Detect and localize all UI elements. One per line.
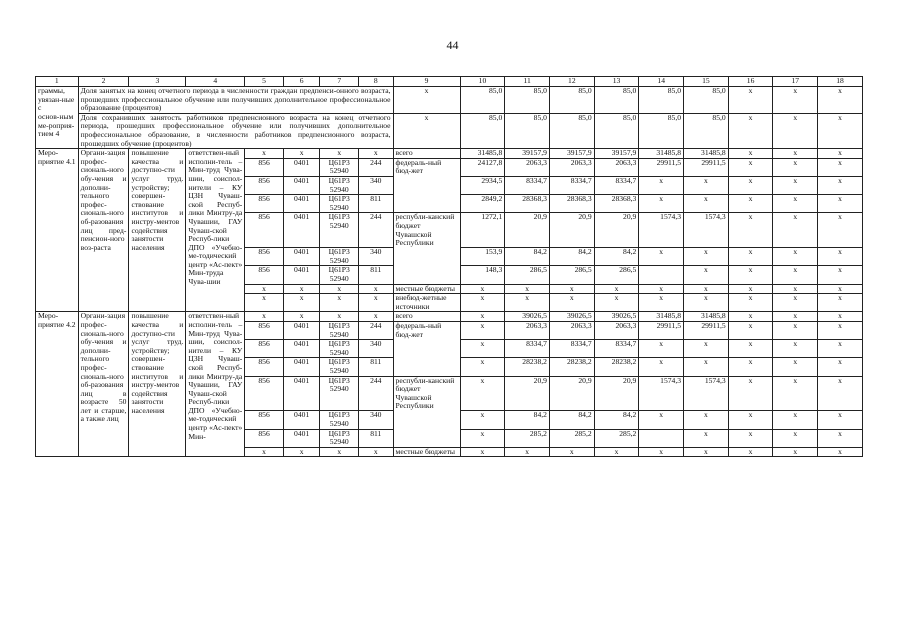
value-cell: 148,3 bbox=[460, 266, 505, 284]
code-cell: 856 bbox=[245, 195, 284, 213]
code-cell: 856 bbox=[245, 158, 284, 176]
measure-executor: ответствен-ный исполни-тель – Мин-труд Чува-шии, соиспол-нители – КУ ЦЗН Чуваш-ской Респуб-лики Минтру-да Чувашии, ГАУ Чуваш-ской Респуб-лики ДПО «Учебно-ме-тодический центр «Ас-пект» Мин-труда Чува-шии bbox=[186, 149, 245, 312]
value-cell: x bbox=[818, 294, 863, 312]
value-cell: x bbox=[684, 294, 729, 312]
value-cell: x bbox=[773, 176, 818, 194]
code-cell: 856 bbox=[245, 411, 284, 429]
code-cell: x bbox=[245, 284, 284, 294]
value-cell: 29911,5 bbox=[684, 321, 729, 339]
value-cell: x bbox=[639, 340, 684, 358]
code-cell: x bbox=[320, 149, 359, 159]
code-cell: x bbox=[283, 294, 320, 312]
code-cell: 0401 bbox=[283, 158, 320, 176]
funding-source: местные бюджеты bbox=[393, 447, 460, 457]
value-cell: x bbox=[684, 176, 729, 194]
value-cell: x bbox=[684, 266, 729, 284]
code-cell: 0401 bbox=[283, 195, 320, 213]
code-cell: 856 bbox=[245, 266, 284, 284]
value-cell: x bbox=[594, 447, 639, 457]
value-cell: x bbox=[460, 411, 505, 429]
value-cell: x bbox=[728, 158, 773, 176]
value-cell: 85,0 bbox=[639, 113, 684, 148]
value-cell: x bbox=[728, 248, 773, 266]
header-cell: 10 bbox=[460, 77, 505, 87]
value-cell: 285,2 bbox=[549, 429, 594, 447]
value-cell: 8334,7 bbox=[549, 340, 594, 358]
value-cell: 31485,8 bbox=[639, 149, 684, 159]
code-cell: 244 bbox=[359, 158, 394, 176]
value-cell: 31485,8 bbox=[460, 149, 505, 159]
value-cell: x bbox=[684, 447, 729, 457]
header-cell: 1 bbox=[36, 77, 79, 87]
value-cell: x bbox=[728, 266, 773, 284]
value-cell: x bbox=[639, 447, 684, 457]
value-cell: x bbox=[818, 195, 863, 213]
code-cell: Ц61Р3 52940 bbox=[320, 321, 359, 339]
value-cell: x bbox=[773, 376, 818, 411]
value-cell: x bbox=[728, 284, 773, 294]
value-cell: x bbox=[728, 294, 773, 312]
code-cell: x bbox=[320, 284, 359, 294]
code-cell: 0401 bbox=[283, 266, 320, 284]
value-cell: x bbox=[818, 113, 863, 148]
program-link-cell: граммы, увязан-ные с bbox=[36, 87, 79, 114]
code-cell: x bbox=[359, 312, 394, 322]
value-cell: 2934,5 bbox=[460, 176, 505, 194]
measure-description: Органи-зация профес-сиональ-ного обу-чения и дополни-тельного профес-сиональ-ного об-разования лиц в возрасте 50 лет и старше, а также лиц bbox=[78, 312, 129, 457]
value-cell: x bbox=[818, 321, 863, 339]
value-cell: x bbox=[460, 447, 505, 457]
value-cell: 39026,5 bbox=[549, 312, 594, 322]
value-cell: x bbox=[505, 284, 550, 294]
value-cell: x bbox=[460, 358, 505, 376]
value-cell: 39157,9 bbox=[594, 149, 639, 159]
code-cell: 856 bbox=[245, 248, 284, 266]
code-cell: x bbox=[245, 294, 284, 312]
value-cell: 84,2 bbox=[594, 248, 639, 266]
value-cell: x bbox=[639, 248, 684, 266]
value-cell: x bbox=[728, 195, 773, 213]
funding-source: всего bbox=[393, 312, 460, 322]
value-cell: 1272,1 bbox=[460, 213, 505, 248]
header-cell: 8 bbox=[359, 77, 394, 87]
value-cell: 28238,2 bbox=[505, 358, 550, 376]
code-cell: Ц61Р3 52940 bbox=[320, 340, 359, 358]
value-cell: x bbox=[594, 294, 639, 312]
value-cell: x bbox=[773, 158, 818, 176]
code-cell: 856 bbox=[245, 376, 284, 411]
code-cell: x bbox=[359, 284, 394, 294]
code-cell: 811 bbox=[359, 195, 394, 213]
value-cell: x bbox=[684, 429, 729, 447]
value-cell: 84,2 bbox=[549, 248, 594, 266]
value-cell: 85,0 bbox=[505, 113, 550, 148]
value-cell: x bbox=[818, 87, 863, 114]
value-cell: 85,0 bbox=[549, 87, 594, 114]
value-cell: 85,0 bbox=[460, 113, 505, 148]
code-cell: 0401 bbox=[283, 248, 320, 266]
value-cell: x bbox=[818, 213, 863, 248]
value-cell: 28238,2 bbox=[549, 358, 594, 376]
value-cell: x bbox=[684, 284, 729, 294]
code-cell: x bbox=[320, 294, 359, 312]
source-cell: x bbox=[393, 113, 460, 148]
header-cell: 3 bbox=[129, 77, 186, 87]
value-cell: x bbox=[773, 284, 818, 294]
value-cell: x bbox=[728, 321, 773, 339]
measure-goal: повышение качества и доступно-сти услуг труд. устройству; совершен-ствование институтов и инстру-ментов содействия занятости населения bbox=[129, 312, 186, 457]
header-cell: 16 bbox=[728, 77, 773, 87]
value-cell: 28368,3 bbox=[549, 195, 594, 213]
value-cell: 85,0 bbox=[460, 87, 505, 114]
funding-source bbox=[393, 195, 460, 213]
value-cell: x bbox=[728, 358, 773, 376]
value-cell: x bbox=[549, 447, 594, 457]
value-cell: 2063,3 bbox=[549, 158, 594, 176]
code-cell: Ц61Р3 52940 bbox=[320, 195, 359, 213]
header-cell: 18 bbox=[818, 77, 863, 87]
value-cell: 31485,8 bbox=[684, 312, 729, 322]
value-cell: x bbox=[818, 176, 863, 194]
header-cell: 7 bbox=[320, 77, 359, 87]
value-cell: x bbox=[773, 113, 818, 148]
value-cell: x bbox=[818, 284, 863, 294]
value-cell: x bbox=[773, 87, 818, 114]
value-cell: x bbox=[460, 340, 505, 358]
header-cell: 6 bbox=[283, 77, 320, 87]
value-cell: 8334,7 bbox=[549, 176, 594, 194]
value-cell: x bbox=[639, 411, 684, 429]
value-cell: 8334,7 bbox=[594, 176, 639, 194]
value-cell: 2063,3 bbox=[505, 158, 550, 176]
code-cell: x bbox=[320, 447, 359, 457]
header-cell: 9 bbox=[393, 77, 460, 87]
code-cell: Ц61Р3 52940 bbox=[320, 358, 359, 376]
code-cell: Ц61Р3 52940 bbox=[320, 429, 359, 447]
code-cell: x bbox=[359, 149, 394, 159]
value-cell: x bbox=[818, 358, 863, 376]
value-cell: 286,5 bbox=[549, 266, 594, 284]
code-cell: 0401 bbox=[283, 340, 320, 358]
code-cell: 244 bbox=[359, 321, 394, 339]
funding-source: республи-канский бюджет Чувашской Республики bbox=[393, 376, 460, 411]
value-cell: x bbox=[505, 447, 550, 457]
funding-source: всего bbox=[393, 149, 460, 159]
value-cell: 39157,9 bbox=[549, 149, 594, 159]
value-cell: x bbox=[684, 411, 729, 429]
page-number: 44 bbox=[446, 38, 459, 52]
measure-name: Меро-приятие 4.1 bbox=[36, 149, 79, 312]
value-cell: x bbox=[773, 248, 818, 266]
value-cell: x bbox=[684, 248, 729, 266]
funding-source: федераль-ный бюд-жет bbox=[393, 158, 460, 176]
value-cell: x bbox=[728, 376, 773, 411]
value-cell: x bbox=[773, 149, 818, 159]
value-cell: 286,5 bbox=[594, 266, 639, 284]
header-cell: 14 bbox=[639, 77, 684, 87]
value-cell: 28368,3 bbox=[505, 195, 550, 213]
value-cell: x bbox=[684, 195, 729, 213]
value-cell: 28238,2 bbox=[594, 358, 639, 376]
value-cell: x bbox=[639, 176, 684, 194]
header-cell: 4 bbox=[186, 77, 245, 87]
value-cell: x bbox=[773, 358, 818, 376]
header-row bbox=[36, 77, 863, 87]
indicator-row bbox=[36, 113, 863, 148]
value-cell: 85,0 bbox=[684, 113, 729, 148]
funding-source: республи-канский бюджет Чувашской Республики bbox=[393, 213, 460, 248]
code-cell: 0401 bbox=[283, 176, 320, 194]
value-cell: x bbox=[773, 447, 818, 457]
value-cell: x bbox=[728, 411, 773, 429]
code-cell: 0401 bbox=[283, 213, 320, 248]
code-cell: 0401 bbox=[283, 321, 320, 339]
code-cell: x bbox=[283, 312, 320, 322]
code-cell: 340 bbox=[359, 411, 394, 429]
value-cell: x bbox=[505, 294, 550, 312]
code-cell: x bbox=[359, 447, 394, 457]
code-cell: x bbox=[283, 149, 320, 159]
value-cell: 85,0 bbox=[594, 113, 639, 148]
code-cell: 244 bbox=[359, 376, 394, 411]
value-cell: x bbox=[728, 149, 773, 159]
value-cell: 1574,3 bbox=[684, 376, 729, 411]
value-cell bbox=[639, 266, 684, 284]
value-cell: x bbox=[728, 113, 773, 148]
value-cell: 85,0 bbox=[505, 87, 550, 114]
value-cell: 2063,3 bbox=[549, 321, 594, 339]
value-cell: 20,9 bbox=[549, 376, 594, 411]
indicator-row bbox=[36, 87, 863, 114]
code-cell: 856 bbox=[245, 429, 284, 447]
code-cell: Ц61Р3 52940 bbox=[320, 266, 359, 284]
code-cell: Ц61Р3 52940 bbox=[320, 376, 359, 411]
value-cell: x bbox=[684, 358, 729, 376]
value-cell: x bbox=[549, 284, 594, 294]
value-cell: x bbox=[728, 176, 773, 194]
code-cell: 811 bbox=[359, 266, 394, 284]
header-cell: 17 bbox=[773, 77, 818, 87]
value-cell: x bbox=[639, 195, 684, 213]
program-link-cell: основ-ным ме-роприя-тием 4 bbox=[36, 113, 79, 148]
value-cell: x bbox=[818, 158, 863, 176]
value-cell: 153,9 bbox=[460, 248, 505, 266]
code-cell: Ц61Р3 52940 bbox=[320, 248, 359, 266]
header-cell: 15 bbox=[684, 77, 729, 87]
value-cell: 20,9 bbox=[594, 376, 639, 411]
value-cell: 285,2 bbox=[594, 429, 639, 447]
value-cell: 2063,3 bbox=[594, 158, 639, 176]
funding-source: федераль-ный бюд-жет bbox=[393, 321, 460, 339]
value-cell: 31485,8 bbox=[684, 149, 729, 159]
value-cell: 8334,7 bbox=[594, 340, 639, 358]
value-cell: 20,9 bbox=[594, 213, 639, 248]
value-cell: x bbox=[639, 284, 684, 294]
code-cell: 340 bbox=[359, 248, 394, 266]
code-cell: 811 bbox=[359, 429, 394, 447]
code-cell: 0401 bbox=[283, 429, 320, 447]
value-cell: x bbox=[818, 447, 863, 457]
code-cell: 856 bbox=[245, 358, 284, 376]
code-cell: 856 bbox=[245, 176, 284, 194]
program-table bbox=[35, 76, 863, 457]
value-cell: 2849,2 bbox=[460, 195, 505, 213]
code-cell: 856 bbox=[245, 340, 284, 358]
value-cell: 29911,5 bbox=[639, 158, 684, 176]
value-cell: 84,2 bbox=[549, 411, 594, 429]
value-cell: 84,2 bbox=[505, 411, 550, 429]
value-cell: x bbox=[773, 266, 818, 284]
funding-source bbox=[393, 176, 460, 194]
indicator-text: Доля сохранивших занятость работников предпенсионного возраста на конец отчетного периода, прошедших профессиональное обучение или получивших дополнительное профессиональное образование, в численности работников предпенсионного возраста, прошедших обучение (процентов) bbox=[78, 113, 393, 148]
funding-source bbox=[393, 340, 460, 358]
value-cell: 1574,3 bbox=[684, 213, 729, 248]
value-cell: 39026,5 bbox=[594, 312, 639, 322]
measure-row bbox=[36, 312, 863, 322]
code-cell: 811 bbox=[359, 358, 394, 376]
value-cell: x bbox=[773, 340, 818, 358]
value-cell: x bbox=[818, 429, 863, 447]
value-cell: 20,9 bbox=[549, 213, 594, 248]
code-cell: x bbox=[245, 447, 284, 457]
value-cell: x bbox=[728, 429, 773, 447]
source-cell: x bbox=[393, 87, 460, 114]
value-cell: 8334,7 bbox=[505, 340, 550, 358]
measure-name: Меро-приятие 4.2 bbox=[36, 312, 79, 457]
value-cell: x bbox=[460, 312, 505, 322]
value-cell: 84,2 bbox=[505, 248, 550, 266]
header-cell: 2 bbox=[78, 77, 129, 87]
value-cell: 20,9 bbox=[505, 376, 550, 411]
value-cell: x bbox=[460, 376, 505, 411]
value-cell: 39157,9 bbox=[505, 149, 550, 159]
measure-goal: повышение качества и доступно-сти услуг труд. устройству; совершен-ствование институтов и инстру-ментов содействия занятости населения bbox=[129, 149, 186, 312]
code-cell: x bbox=[320, 312, 359, 322]
code-cell: Ц61Р3 52940 bbox=[320, 213, 359, 248]
code-cell: Ц61Р3 52940 bbox=[320, 158, 359, 176]
code-cell: 856 bbox=[245, 213, 284, 248]
value-cell: x bbox=[728, 447, 773, 457]
header-cell: 13 bbox=[594, 77, 639, 87]
value-cell: x bbox=[460, 284, 505, 294]
value-cell: 84,2 bbox=[594, 411, 639, 429]
indicator-text: Доля занятых на конец отчетного периода в численности граждан предпенси-онного возраста, прошедших профессиональное обучение или получивших дополнительное профессиональное образование (процентов) bbox=[78, 87, 393, 114]
measure-row bbox=[36, 149, 863, 159]
code-cell: x bbox=[359, 294, 394, 312]
value-cell: x bbox=[773, 321, 818, 339]
value-cell: x bbox=[594, 284, 639, 294]
value-cell: 285,2 bbox=[505, 429, 550, 447]
code-cell: 0401 bbox=[283, 411, 320, 429]
code-cell: x bbox=[245, 312, 284, 322]
value-cell: 1574,3 bbox=[639, 213, 684, 248]
value-cell: 2063,3 bbox=[594, 321, 639, 339]
value-cell: 8334,7 bbox=[505, 176, 550, 194]
funding-source bbox=[393, 248, 460, 266]
value-cell: x bbox=[549, 294, 594, 312]
value-cell: x bbox=[684, 340, 729, 358]
code-cell: Ц61Р3 52940 bbox=[320, 411, 359, 429]
value-cell: 85,0 bbox=[549, 113, 594, 148]
funding-source bbox=[393, 429, 460, 447]
value-cell: x bbox=[728, 87, 773, 114]
value-cell: 24127,8 bbox=[460, 158, 505, 176]
header-cell: 5 bbox=[245, 77, 284, 87]
code-cell: 856 bbox=[245, 321, 284, 339]
value-cell: 85,0 bbox=[684, 87, 729, 114]
value-cell: x bbox=[773, 429, 818, 447]
header-cell: 12 bbox=[549, 77, 594, 87]
value-cell: x bbox=[818, 376, 863, 411]
value-cell: x bbox=[639, 294, 684, 312]
value-cell: x bbox=[460, 321, 505, 339]
value-cell: 1574,3 bbox=[639, 376, 684, 411]
value-cell: x bbox=[460, 429, 505, 447]
value-cell: 28368,3 bbox=[594, 195, 639, 213]
value-cell: 85,0 bbox=[639, 87, 684, 114]
value-cell: x bbox=[818, 312, 863, 322]
code-cell: 0401 bbox=[283, 358, 320, 376]
funding-source bbox=[393, 411, 460, 429]
value-cell: x bbox=[773, 294, 818, 312]
value-cell: x bbox=[728, 213, 773, 248]
value-cell: 20,9 bbox=[505, 213, 550, 248]
value-cell: 29911,5 bbox=[684, 158, 729, 176]
value-cell: x bbox=[639, 358, 684, 376]
code-cell: x bbox=[283, 284, 320, 294]
value-cell: x bbox=[818, 248, 863, 266]
value-cell: x bbox=[728, 312, 773, 322]
code-cell: x bbox=[283, 447, 320, 457]
value-cell: x bbox=[818, 411, 863, 429]
funding-source bbox=[393, 358, 460, 376]
value-cell: 286,5 bbox=[505, 266, 550, 284]
value-cell: x bbox=[818, 149, 863, 159]
code-cell: x bbox=[245, 149, 284, 159]
code-cell: 244 bbox=[359, 213, 394, 248]
code-cell: 0401 bbox=[283, 376, 320, 411]
measure-description: Органи-зация профес-сиональ-ного обу-чения и дополни-тельного профес-сиональ-ного об-разования лиц пред-пенсион-ного воз-раста bbox=[78, 149, 129, 312]
code-cell: 340 bbox=[359, 340, 394, 358]
value-cell: x bbox=[773, 195, 818, 213]
value-cell: 2063,3 bbox=[505, 321, 550, 339]
value-cell: 29911,5 bbox=[639, 321, 684, 339]
value-cell: x bbox=[460, 294, 505, 312]
funding-source: внебюд-жетные источники bbox=[393, 294, 460, 312]
measure-executor: ответствен-ный исполни-тель – Мин-труд Чува-шии, соиспол-нители – КУ ЦЗН Чуваш-ской Респуб-лики Минтру-да Чувашии, ГАУ Чуваш-ской Респуб-лики ДПО «Учебно-ме-тодический центр «Ас-пект» Мин- bbox=[186, 312, 245, 457]
funding-source: местные бюджеты bbox=[393, 284, 460, 294]
header-cell: 11 bbox=[505, 77, 550, 87]
value-cell: 85,0 bbox=[594, 87, 639, 114]
funding-source bbox=[393, 266, 460, 284]
code-cell: 340 bbox=[359, 176, 394, 194]
value-cell: 31485,8 bbox=[639, 312, 684, 322]
value-cell: x bbox=[818, 340, 863, 358]
value-cell: x bbox=[773, 411, 818, 429]
value-cell: x bbox=[773, 213, 818, 248]
value-cell: 39026,5 bbox=[505, 312, 550, 322]
value-cell bbox=[639, 429, 684, 447]
value-cell: x bbox=[773, 312, 818, 322]
code-cell: Ц61Р3 52940 bbox=[320, 176, 359, 194]
value-cell: x bbox=[728, 340, 773, 358]
value-cell: x bbox=[818, 266, 863, 284]
